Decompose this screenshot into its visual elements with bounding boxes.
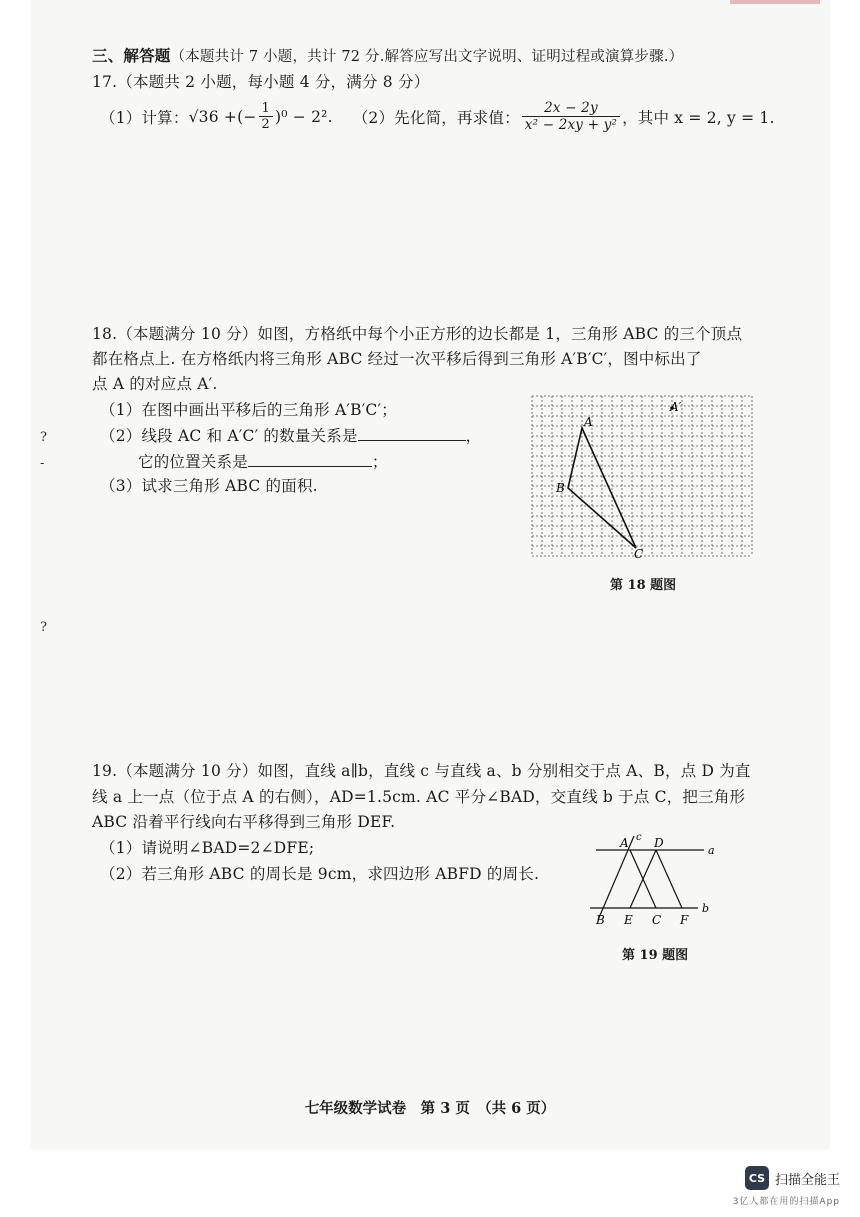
q18-answer-blank-2[interactable] xyxy=(248,450,372,467)
margin-mark-3: ? xyxy=(40,620,47,635)
q17-fraction-main: $\frac{2x - 2y}{\text{x² − 2xy + y²}}$ xyxy=(522,100,620,133)
q18-line3: 点 A 的对应点 A′. xyxy=(92,375,218,393)
page-footer: 七年级数学试卷 第 3 页 （共 6 页） xyxy=(304,1100,556,1117)
section-title: 三、解答题 xyxy=(92,46,171,65)
label-c: c xyxy=(636,832,642,843)
q18-sub1: （1）在图中画出平移后的三角形 A′B′C′； xyxy=(100,401,397,419)
grid-lines xyxy=(532,396,752,556)
label-A: A xyxy=(620,836,629,850)
label-A: A xyxy=(584,415,593,429)
label-B: B xyxy=(596,913,605,927)
q19-figure xyxy=(586,832,726,932)
q17-part1-prefix: （1）计算： xyxy=(100,108,189,127)
section-header xyxy=(92,44,683,66)
q17-part2-prefix: （2）先化简，再求值： xyxy=(352,108,520,127)
q18-sub3: （3）试求三角形 ABC 的面积. xyxy=(100,477,318,495)
q18-caption: 第 18 题图 xyxy=(610,578,677,593)
q17-parts xyxy=(100,100,775,133)
q19-sub1: （1）请说明∠BAD=2∠DFE; xyxy=(100,839,315,857)
margin-mark-2: - xyxy=(40,456,45,471)
brand-tagline: 3亿人都在用的扫描App xyxy=(732,1197,840,1207)
label-B: B xyxy=(556,481,565,495)
brand-name: 扫描全能王 xyxy=(774,1172,840,1188)
q17-part1-expr-b: )⁰ − 2². xyxy=(275,107,333,126)
label-E: E xyxy=(624,913,633,927)
label-C: C xyxy=(652,913,662,927)
q18-answer-blank-1[interactable] xyxy=(358,424,466,441)
q17-fraction-half: $\frac{1}{2}$ xyxy=(259,101,273,132)
section-note: （本题共计 7 小题，共计 72 分.解答应写出文字说明、证明过程或演算步骤.） xyxy=(170,49,684,65)
q19-line2: 线 a 上一点（位于点 A 的右侧），AD=1.5cm. AC 平分∠BAD，交直线 b 于点 C，把三角形 xyxy=(92,788,746,806)
exam-page xyxy=(30,0,830,1150)
label-D: D xyxy=(654,836,664,850)
label-F: F xyxy=(680,913,689,927)
q19-sub2: （2）若三角形 ABC 的周长是 9cm，求四边形 ABFD 的周长. xyxy=(100,865,540,883)
camscanner-logo-icon: CS xyxy=(745,1166,769,1190)
segment-DF xyxy=(656,850,682,908)
scan-edge-mark xyxy=(730,0,820,4)
q18-line2: 都在格点上. 在方格纸内将三角形 ABC 经过一次平移后得到三角形 A′B′C′，图中标出了 xyxy=(92,350,702,368)
label-C: C xyxy=(634,547,644,561)
q17-header: 17.（本题共 2 小题，每小题 4 分，满分 8 分） xyxy=(92,73,430,91)
q18-grid-figure xyxy=(530,394,764,566)
q19-line1: 19.（本题满分 10 分）如图，直线 a∥b，直线 c 与直线 a、b 分别相交于点 A、B，点 D 为直 xyxy=(92,762,751,780)
q19-caption: 第 19 题图 xyxy=(622,948,689,963)
scanner-brand xyxy=(745,1166,840,1190)
q17-part1-expr-a: √36 +(− xyxy=(188,107,257,126)
q19-line3: ABC 沿着平行线向右平移得到三角形 DEF. xyxy=(92,813,396,831)
label-b: b xyxy=(702,902,710,915)
q18-line1: 18.（本题满分 10 分）如图，方格纸中每个小正方形的边长都是 1，三角形 ABC 的三个顶点 xyxy=(92,325,743,343)
label-a: a xyxy=(708,844,715,857)
q17-part2-suffix: ，其中 x = 2, y = 1. xyxy=(622,108,775,127)
q18-sub2: （2）线段 AC 和 A′C′ 的数量关系是 ， xyxy=(100,424,481,446)
q18-sub2b: 它的位置关系是 ； xyxy=(138,450,388,472)
label-Aprime: A′ xyxy=(670,400,682,414)
margin-mark-1: ? xyxy=(40,430,47,445)
